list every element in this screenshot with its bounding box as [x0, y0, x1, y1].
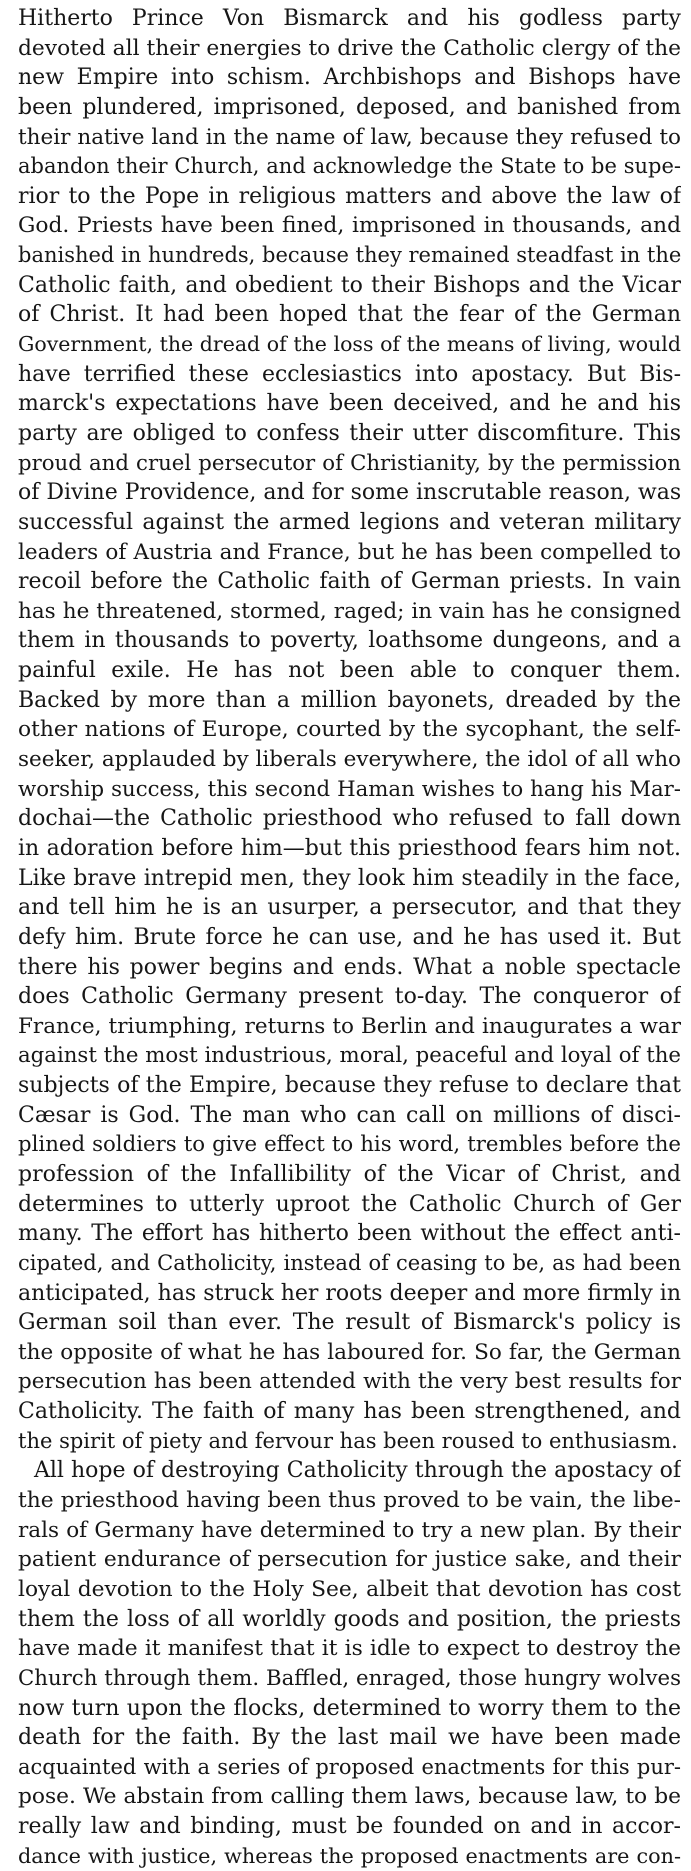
text-line: worship success, this second Haman wishes to hang his Mar-: [18, 776, 681, 802]
text-line: proud and cruel persecutor of Christianity, by the permission: [18, 450, 681, 476]
text-line: acquainted with a series of proposed enactments for this pur-: [18, 1754, 681, 1779]
text-line: really law and binding, must be founded on and in accor-: [18, 1814, 681, 1840]
text-line: abandon their Church, and acknowledge the State to be supe-: [18, 154, 681, 179]
text-line: Church through them. Baffled, enraged, those hungry wolves: [18, 1665, 681, 1691]
text-line: other nations of Europe, courted by the sycophant, the self-: [18, 717, 681, 743]
text-line: death for the faith. By the last mail we have been made: [18, 1725, 681, 1751]
text-line: persecution has been attended with the very best results for: [18, 1369, 681, 1395]
text-line: defy him. Brute force he can use, and he has used it. But: [18, 924, 681, 950]
text-line: new Empire into schism. Archbishops and Bishops have: [18, 65, 681, 91]
text-line: plined soldiers to give effect to his word, trembles before the: [18, 1132, 681, 1158]
text-line: dance with justice, whereas the proposed enactments are con-: [18, 1843, 681, 1868]
text-line: has he threatened, stormed, raged; in vain has he consigned: [18, 598, 681, 624]
text-line: God. Priests have been fined, imprisoned in thousands, and: [18, 213, 681, 239]
text-line: and tell him he is an usurper, a persecutor, and that they: [18, 895, 681, 921]
text-line: anticipated, has struck her roots deeper and more firmly in: [18, 1280, 681, 1306]
text-line: have made it manifest that it is idle to expect to destroy the: [18, 1636, 681, 1662]
text-line: of Christ. It had been hoped that the fear of the German: [18, 302, 681, 328]
text-line: determines to utterly uproot the Catholic Church of Ger: [18, 1191, 681, 1217]
text-line: Catholicity. The faith of many has been strengthened, and: [18, 1399, 681, 1425]
text-line: Government, the dread of the loss of the means of living, would: [18, 332, 681, 357]
text-line: successful against the armed legions and veteran military: [18, 509, 681, 535]
text-line: their native land in the name of law, because they refused to: [18, 124, 681, 150]
text-line: loyal devotion to the Holy See, albeit that devotion has cost: [18, 1576, 681, 1602]
text-line: rior to the Pope in religious matters and above the law of: [18, 183, 681, 209]
text-line: German soil than ever. The result of Bismarck's policy is: [18, 1310, 681, 1336]
text-line: painful exile. He has not been able to conquer them.: [18, 658, 681, 684]
text-line: devoted all their energies to drive the Catholic clergy of the: [18, 35, 681, 61]
text-line: been plundered, imprisoned, deposed, and banished from: [18, 94, 681, 120]
text-line: party are obliged to confess their utter discomfiture. This: [18, 420, 681, 446]
paragraph-1: [18, 4, 681, 1456]
text-line: Catholic faith, and obedient to their Bishops and the Vicar: [18, 272, 681, 298]
text-line: the spirit of piety and fervour has been roused to enthusiasm.: [18, 1428, 678, 1453]
text-line: banished in hundreds, because they remained steadfast in the: [18, 243, 681, 268]
text-line: profession of the Infallibility of the Vicar of Christ, and: [18, 1161, 681, 1187]
text-line: Like brave intrepid men, they look him steadily in the face,: [18, 865, 681, 891]
text-line: recoil before the Catholic faith of German priests. In vain: [18, 569, 681, 595]
text-line: Cæsar is God. The man who can call on millions of disci-: [18, 1102, 681, 1128]
text-line: Hitherto Prince Von Bismarck and his godless party: [18, 6, 681, 31]
text-line: pose. We abstain from calling them laws, because law, to be: [18, 1784, 681, 1810]
text-line: marck's expectations have been deceived, and he and his: [18, 391, 681, 417]
text-line: them the loss of all worldly goods and position, the priests: [18, 1606, 681, 1632]
text-line: subjects of the Empire, because they refuse to declare that: [18, 1073, 681, 1099]
text-line: rals of Germany have determined to try a new plan. By their: [18, 1517, 681, 1543]
text-line: there his power begins and ends. What a noble spectacle: [18, 954, 681, 980]
text-line: have terrified these ecclesiastics into apostacy. But Bis-: [18, 361, 681, 387]
text-line: in adoration before him—but this priesthood fears him not.: [18, 835, 681, 861]
text-line: the opposite of what he has laboured for. So far, the German: [18, 1339, 681, 1365]
text-line: dochai—the Catholic priesthood who refused to fall down: [18, 806, 681, 832]
text-line: does Catholic Germany present to-day. The conqueror of: [18, 984, 681, 1010]
text-line: cipated, and Catholicity, instead of ceasing to be, as had been: [18, 1250, 681, 1275]
text-line: of Divine Providence, and for some inscrutable reason, was: [18, 480, 681, 506]
text-line: against the most industrious, moral, peaceful and loyal of the: [18, 1043, 681, 1069]
text-line: patient endurance of persecution for justice sake, and their: [18, 1547, 681, 1573]
text-line: France, triumphing, returns to Berlin and inaugurates a war: [18, 1013, 681, 1039]
paragraph-2: [18, 1456, 681, 1871]
text-line: now turn upon the flocks, determined to worry them to the: [18, 1695, 681, 1721]
text-line: seeker, applauded by liberals everywhere, the idol of all who: [18, 747, 681, 773]
text-line: many. The effort has hitherto been without the effect anti-: [18, 1221, 681, 1247]
text-line: them in thousands to poverty, loathsome dungeons, and a: [18, 628, 681, 654]
text-line: the priesthood having been thus proved to be vain, the libe-: [18, 1488, 681, 1514]
text-line: All hope of destroying Catholicity through the apostacy of: [34, 1458, 681, 1484]
text-line: Backed by more than a million bayonets, dreaded by the: [18, 687, 681, 713]
text-line: leaders of Austria and France, but he has been compelled to: [18, 539, 681, 565]
